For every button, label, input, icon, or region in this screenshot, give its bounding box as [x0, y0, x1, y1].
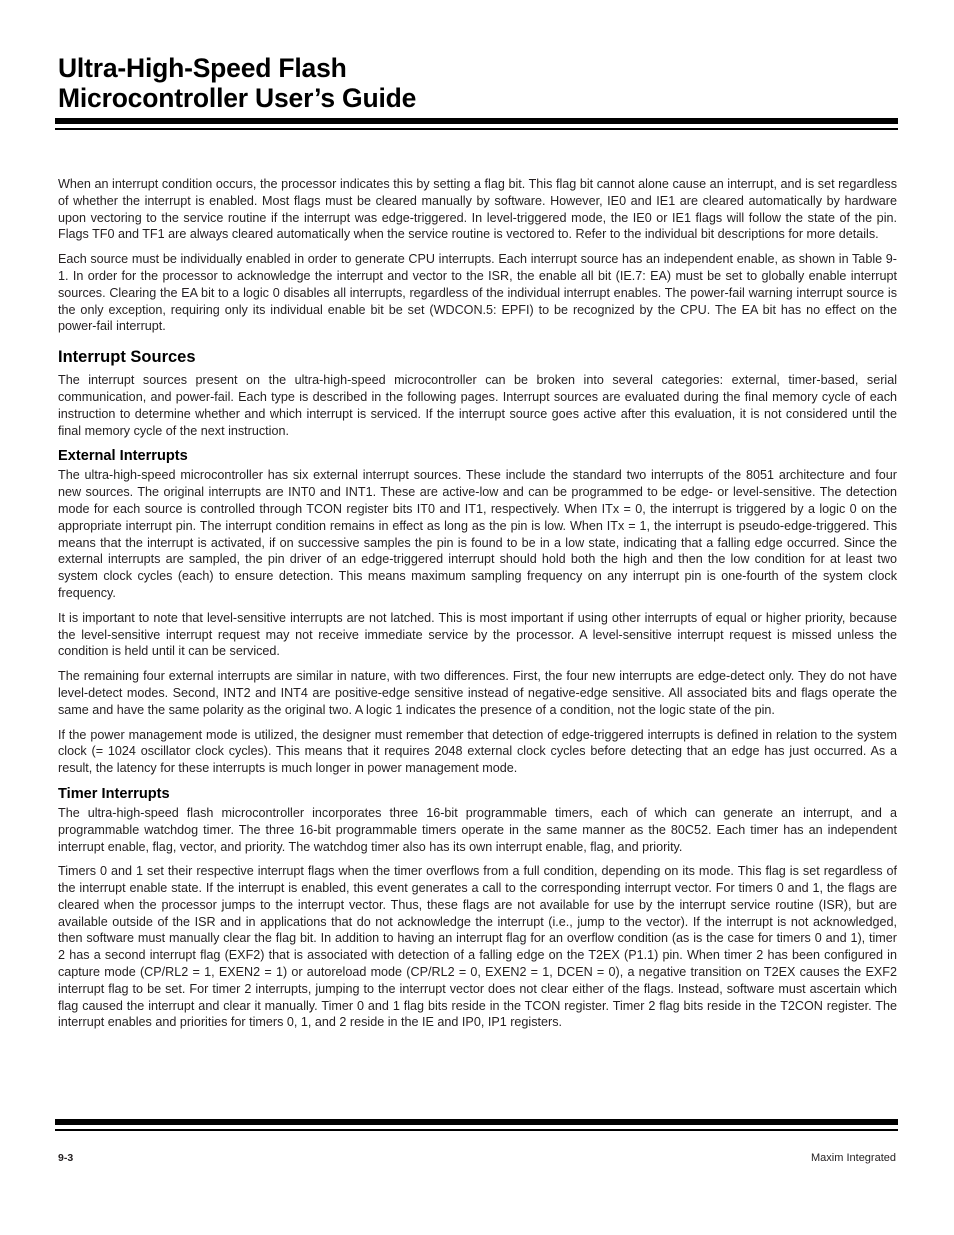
interrupt-sources-paragraph: The interrupt sources present on the ultra-high-speed microcontroller can be broken into several categories: external, timer-based, serial communication, and power-fail. Each type is described in the following pages. Interrupt sources are evaluated during the final memory cycle of each instruction to determine whether and which interrupt is serviced. If the interrupt source goes active after this evaluation, it is not considered until the final memory cycle of the next instruction.	[58, 373, 897, 438]
main-content	[58, 176, 897, 1039]
document-title-line-1: Ultra-High-Speed Flash	[58, 53, 347, 83]
timer-interrupts-paragraph-2: Timers 0 and 1 set their respective interrupt flags when the timer overflows from a full condition, depending on its mode. This flag is set regardless of the interrupt enable state. If the interrupt is enabled, this event generates a call to the corresponding interrupt vector. For timers 0 and 1, the flags are cleared when the processor jumps to the interrupt vector. Thus, these flags are not available for use by the interrupt service routine (ISR), but are available outside of the ISR and in applications that do not acknowledge the interrupt (i.e., jump to the vector). If the interrupt is not acknowledged, then software must manually clear the flag bit. In addition to having an interrupt flag for an overflow condition (as is the case for timers 0 and 1), timer 2 has a second interrupt flag (EXF2) that is associated with detection of a falling edge on the T2EX (P1.1) pin. When timer 2 has been configured in capture mode (CP/RL2 = 1, EXEN2 = 1) or autoreload mode (CP/RL2 = 0, EXEN2 = 1, DCEN = 0), a negative transition on T2EX causes the EXF2 interrupt flag to be set. For timer 2 interrupts, jumping to the interrupt vector does not clear either of the flags. Instead, software must ascertain which flag caused the interrupt and clear it manually. Timer 0 and 1 flag bits reside in the TCON register. Timer 2 flag bits reside in the T2CON register. The interrupt enables and priorities for timers 0, 1, and 2 reside in the IE and IP0, IP1 registers.	[58, 864, 897, 1030]
footer-brand: Maxim Integrated	[811, 1152, 896, 1164]
footer-rule-thin	[55, 1129, 898, 1131]
header-rule-thick	[55, 118, 898, 124]
section-heading-interrupt-sources: Interrupt Sources	[58, 348, 196, 367]
footer-rule-thick	[55, 1119, 898, 1125]
timer-interrupts-paragraph-1: The ultra-high-speed flash microcontroller incorporates three 16-bit programmable timers, each of which can generate an interrupt, and a programmable watchdog timer. The three 16-bit programmable timers operate in the same manner as the 80C52. Each timer has an independent interrupt enable, flag, vector, and priority. The watchdog timer also has its own interrupt enable, flag, and priority.	[58, 805, 897, 854]
document-title-line-2: Microcontroller User’s Guide	[58, 83, 417, 113]
intro-paragraph-2: Each source must be individually enabled in order to generate CPU interrupts. Each interrupt source has an independent enable, as shown in Table 9-1. In order for the processor to acknowledge the interrupt and vector to the ISR, the enable all bit (IE.7: EA) must be set to globally enable interrupt sources. Clearing the EA bit to a logic 0 disables all interrupts, regardless of the individual interrupt enables. The power-fail warning interrupt source is the only exception, requiring only its individual enable bit be set (WDCON.5: EPFI) to be recognized by the CPU. The EA bit has no effect on the power-fail interrupt.	[58, 252, 897, 334]
header-rule-thin	[55, 128, 898, 130]
document-title	[58, 53, 898, 113]
subsection-heading-timer-interrupts: Timer Interrupts	[58, 785, 170, 802]
page-header	[58, 53, 898, 113]
intro-paragraph-1: When an interrupt condition occurs, the processor indicates this by setting a flag bit. This flag bit cannot alone cause an interrupt, and is set regardless of whether the interrupt is enabled. Most flags must be cleared manually by software. However, IE0 and IE1 are cleared automatically by hardware upon vectoring to the service routine if the interrupt was edge-triggered. In level-triggered mode, the IE0 or IE1 flags will follow the state of the pin. Flags TF0 and TF1 are always cleared automatically when the service routine is vectored to. Refer to the individual bit descriptions for more details.	[58, 177, 897, 242]
external-interrupts-paragraph-1: The ultra-high-speed microcontroller has six external interrupt sources. These include the standard two interrupts of the 8051 architecture and four new sources. The original interrupts are INT0 and INT1. These are active-low and can be programmed to be edge- or level-sensitive. The detection mode for each source is controlled through TCON register bits IT0 and IT1, respectively. When ITx = 0, the interrupt is triggered by a logic 0 on the appropriate interrupt pin. The interrupt condition remains in effect as long as the pin is low. When ITx = 1, the interrupt is pseudo-edge-triggered. This means that the interrupt is activated, if on successive samples the pin is found to be in a low state, indicating that a falling edge occurred. Since the external interrupts are sampled, the pin driver of an edge-triggered interrupt should hold both the high and then the low condition for at least two system clock cycles (each) to ensure detection. This means maximum sampling frequency on any interrupt pin is one-fourth of the system clock frequency.	[58, 468, 897, 600]
external-interrupts-paragraph-3: The remaining four external interrupts are similar in nature, with two differences. First, the four new interrupts are edge-detect only. They do not have level-detect modes. Second, INT2 and INT4 are positive-edge sensitive instead of negative-edge sensitive. All associated bits and flags operate the same and have the same polarity as the original two. A logic 1 indicates the presence of a condition, not the logic state of the pin.	[58, 669, 897, 717]
subsection-heading-external-interrupts: External Interrupts	[58, 448, 188, 465]
external-interrupts-paragraph-4: If the power management mode is utilized, the designer must remember that detection of edge-triggered interrupts is defined in relation to the system clock (= 1024 oscillator clock cycles). This means that it requires 2048 external clock cycles before detecting that an edge has just occurred. As a result, the latency for these interrupts is much longer in power management mode.	[58, 727, 897, 776]
external-interrupts-paragraph-2: It is important to note that level-sensitive interrupts are not latched. This is most important if using other interrupts of equal or higher priority, because the level-sensitive interrupt request may not receive immediate service by the processor. A level-sensitive interrupt request is missed unless the condition is held until it can be serviced.	[58, 610, 897, 659]
page-number: 9-3	[58, 1152, 74, 1164]
